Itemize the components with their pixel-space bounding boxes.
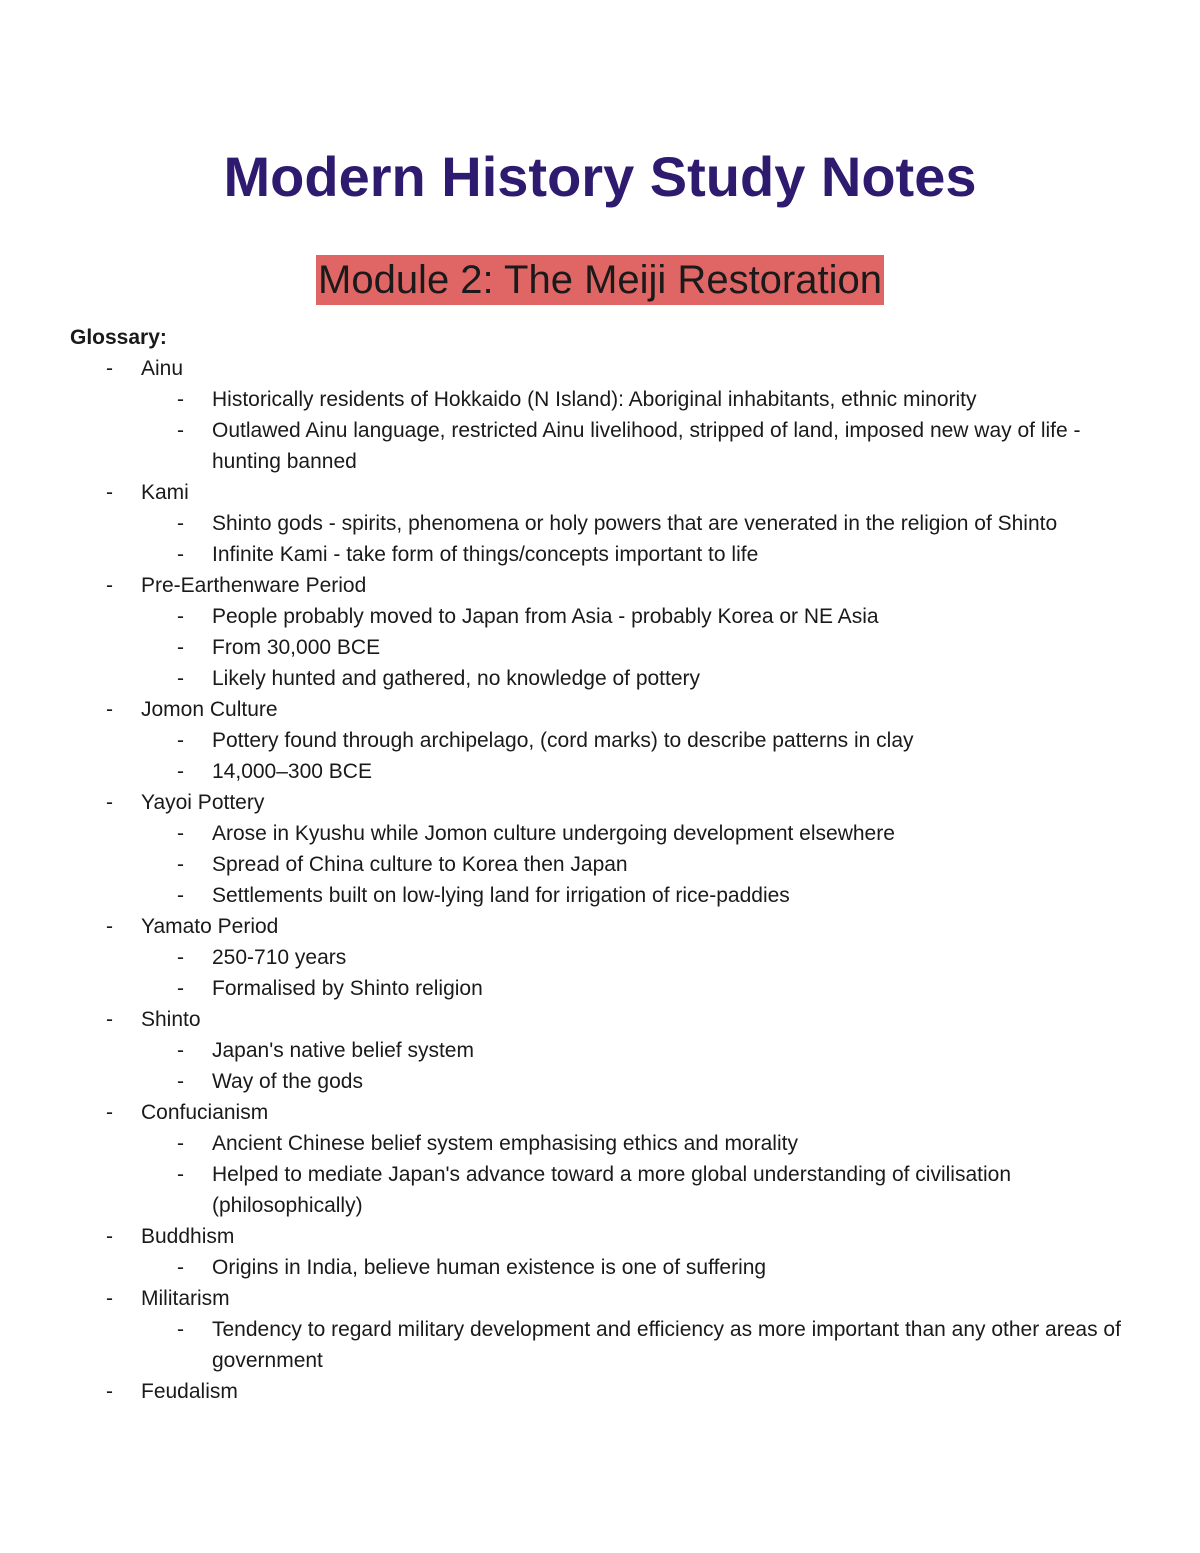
glossary-term: - Militarism (141, 1287, 230, 1310)
glossary-detail: - Outlawed Ainu language, restricted Ainu livelihood, stripped of land, imposed new way of life - hunting banned (141, 415, 1130, 477)
glossary-detail: - 250-710 years (141, 942, 1130, 973)
glossary-term: - Yamato Period (141, 915, 279, 938)
glossary-detail: - Formalised by Shinto religion (141, 973, 1130, 1004)
glossary-term: - Buddhism (141, 1225, 235, 1248)
glossary-term: - Feudalism (141, 1380, 238, 1403)
glossary-section (70, 322, 1130, 1407)
glossary-detail: - Likely hunted and gathered, no knowledge of pottery (141, 663, 1130, 694)
glossary-term-item (70, 477, 1130, 570)
module-heading-wrap (0, 255, 1200, 305)
glossary-term-item (70, 1097, 1130, 1221)
glossary-term: - Yayoi Pottery (141, 791, 265, 814)
glossary-term-item (70, 570, 1130, 694)
glossary-detail: - Settlements built on low-lying land for irrigation of rice-paddies (141, 880, 1130, 911)
page-title: Modern History Study Notes (223, 145, 977, 208)
glossary-term-item (70, 1004, 1130, 1097)
glossary-term-details (141, 942, 1130, 1004)
glossary-detail: - Ancient Chinese belief system emphasising ethics and morality (141, 1128, 1130, 1159)
glossary-term: - Pre-Earthenware Period (141, 574, 367, 597)
glossary-detail: - People probably moved to Japan from Asia - probably Korea or NE Asia (141, 601, 1130, 632)
glossary-detail: - Historically residents of Hokkaido (N Island): Aboriginal inhabitants, ethnic minority (141, 384, 1130, 415)
glossary-term-item (70, 1221, 1130, 1283)
glossary-detail: - Way of the gods (141, 1066, 1130, 1097)
module-heading: Module 2: The Meiji Restoration (316, 255, 884, 305)
glossary-term-details (141, 1314, 1130, 1376)
glossary-detail: - Origins in India, believe human existence is one of suffering (141, 1252, 1130, 1283)
glossary-term-details (141, 818, 1130, 911)
glossary-detail: - Infinite Kami - take form of things/concepts important to life (141, 539, 1130, 570)
glossary-term-item (70, 353, 1130, 477)
glossary-term-details (141, 1252, 1130, 1283)
glossary-term-details (141, 384, 1130, 477)
glossary-term-item (70, 1376, 1130, 1407)
glossary-term-details (141, 508, 1130, 570)
glossary-detail: - Arose in Kyushu while Jomon culture undergoing development elsewhere (141, 818, 1130, 849)
glossary-detail: - Spread of China culture to Korea then Japan (141, 849, 1130, 880)
glossary-term: - Shinto (141, 1008, 201, 1031)
glossary-term-item (70, 1283, 1130, 1376)
glossary-heading: Glossary: (70, 326, 167, 349)
glossary-term-details (141, 725, 1130, 787)
glossary-detail: - Japan's native belief system (141, 1035, 1130, 1066)
glossary-term-item (70, 694, 1130, 787)
glossary-detail: - Helped to mediate Japan's advance toward a more global understanding of civilisation (philosophically) (141, 1159, 1130, 1221)
glossary-term: - Jomon Culture (141, 698, 278, 721)
glossary-term-details (141, 1035, 1130, 1097)
glossary-detail: - Shinto gods - spirits, phenomena or holy powers that are venerated in the religion of Shinto (141, 508, 1130, 539)
glossary-detail: - 14,000–300 BCE (141, 756, 1130, 787)
glossary-detail: - Pottery found through archipelago, (cord marks) to describe patterns in clay (141, 725, 1130, 756)
glossary-term-item (70, 787, 1130, 911)
glossary-term-details (141, 601, 1130, 694)
glossary-detail: - Tendency to regard military development and efficiency as more important than any other areas of government (141, 1314, 1130, 1376)
glossary-term: - Kami (141, 481, 189, 504)
glossary-term-details (141, 1128, 1130, 1221)
glossary-term: - Confucianism (141, 1101, 269, 1124)
glossary-term: - Ainu (141, 357, 184, 380)
glossary-list (70, 353, 1130, 1407)
glossary-term-item (70, 911, 1130, 1004)
glossary-detail: - From 30,000 BCE (141, 632, 1130, 663)
